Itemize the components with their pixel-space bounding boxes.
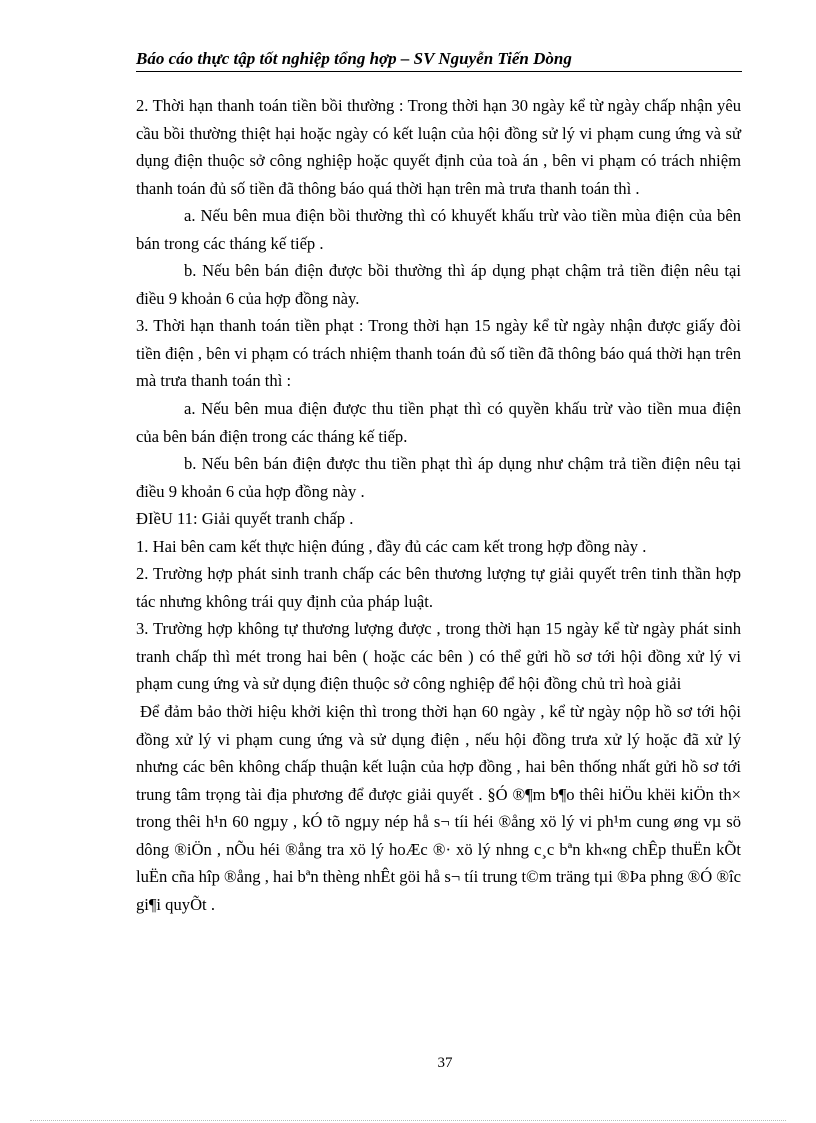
paragraph-article-11-item-3: 3. Trường hợp không tự thương lượng được , trong thời hạn 15 ngày kể từ ngày phát sinh tranh chấp thì mét trong hai bên ( hoặc các bên ) có thể gửi hồ sơ tới hội đồng xử lý vi phạm cung ứng và sử dụng điện thuộc sở công nghiệp để hội đồng chủ trì hoà giải bbox=[136, 619, 741, 694]
paragraph-item-a-compensation: a. Nếu bên mua điện bồi thường thì có khuyết khấu trừ vào tiền mùa điện của bên bán trong các tháng kế tiếp . bbox=[136, 206, 741, 253]
paragraph-item-b-compensation: b. Nếu bên bán điện được bồi thường thì áp dụng phạt chậm trả tiền điện nêu tại điều 9 khoản 6 của hợp đồng này. bbox=[136, 261, 741, 308]
paragraph-statute-of-limitations: Để đảm bảo thời hiệu khởi kiện thì trong thời hạn 60 ngày , kể từ ngày nộp hồ sơ tới hội đồng xử lý vi phạm cung ứng và sử dụng điện , nếu hội đồng trưa xử lý hoặc đã xử lý nhưng các bên không chấp thuận kết luận của hợp đồng , hai bên thống nhất gửi hồ sơ tới trung tâm trọng tài địa phương để được giải quyết . §Ó ®¶m b¶o thêi hiÖu khëi kiÖn th× trong thêi h¹n 60 ngµy , kÓ tõ ngµy nép hå s¬ tíi héi ®ång xö lý vi ph¹m cung øng vµ sö dông ®iÖn , nÕu héi ®ång tra xö lý hoÆc ®· xö lý nhng c¸c bªn kh«ng chÊp thuËn kÕt luËn cña hîp ®ång , hai bªn thèng nhÊt göi hå s¬ tíi trung t©m träng tµi ®Þa phng ®Ó ®îc gi¶i quyÕt . bbox=[136, 702, 742, 914]
page-header bbox=[136, 49, 742, 72]
paragraph-item-a-penalty: a. Nếu bên mua điện được thu tiền phạt thì có quyền khấu trừ vào tiền mua điện của bên bán điện trong các tháng kế tiếp. bbox=[136, 399, 741, 446]
paragraph-payment-penalty: 3. Thời hạn thanh toán tiền phạt : Trong thời hạn 15 ngày kể từ ngày nhận được giấy đòi tiền điện , bên vi phạm có trách nhiệm thanh toán đủ số tiền đã thông báo quá thời hạn trên mà trưa thanh toán thì : bbox=[136, 316, 741, 391]
paragraph-payment-compensation: 2. Thời hạn thanh toán tiền bồi thường : Trong thời hạn 30 ngày kể từ ngày chấp nhận yêu cầu bồi thường thiệt hại hoặc ngày có kết luận của hội đồng sử lý vi phạm cung ứng và sử dụng điện thuộc sở công nghiệp hoặc quyết định của toà án , bên vi phạm có trách nhiệm thanh toán đủ số tiền đã thông báo quá thời hạn trên mà trưa thanh toán thì . bbox=[136, 96, 741, 198]
paragraph-item-b-penalty: b. Nếu bên bán điện được thu tiền phạt thì áp dụng như chậm trả tiền điện nêu tại điều 9 khoản 6 của hợp đồng này . bbox=[136, 454, 741, 501]
footer-divider bbox=[30, 1120, 786, 1121]
paragraph-article-11-item-2: 2. Trường hợp phát sinh tranh chấp các bên thương lượng tự giải quyết trên tinh thần hợp tác nhưng không trái quy định của pháp luật. bbox=[136, 564, 741, 611]
page-number: 37 bbox=[437, 1055, 453, 1071]
paragraph-article-11-item-1: 1. Hai bên cam kết thực hiện đúng , đầy đủ các cam kết trong hợp đồng này . bbox=[136, 536, 647, 556]
article-11-heading: ĐIềU 11: Giải quyết tranh chấp . bbox=[136, 509, 354, 529]
header-title: Báo cáo thực tập tốt nghiệp tổng hợp – SV Nguyễn Tiến Dòng bbox=[136, 49, 572, 68]
document-body bbox=[136, 92, 741, 918]
